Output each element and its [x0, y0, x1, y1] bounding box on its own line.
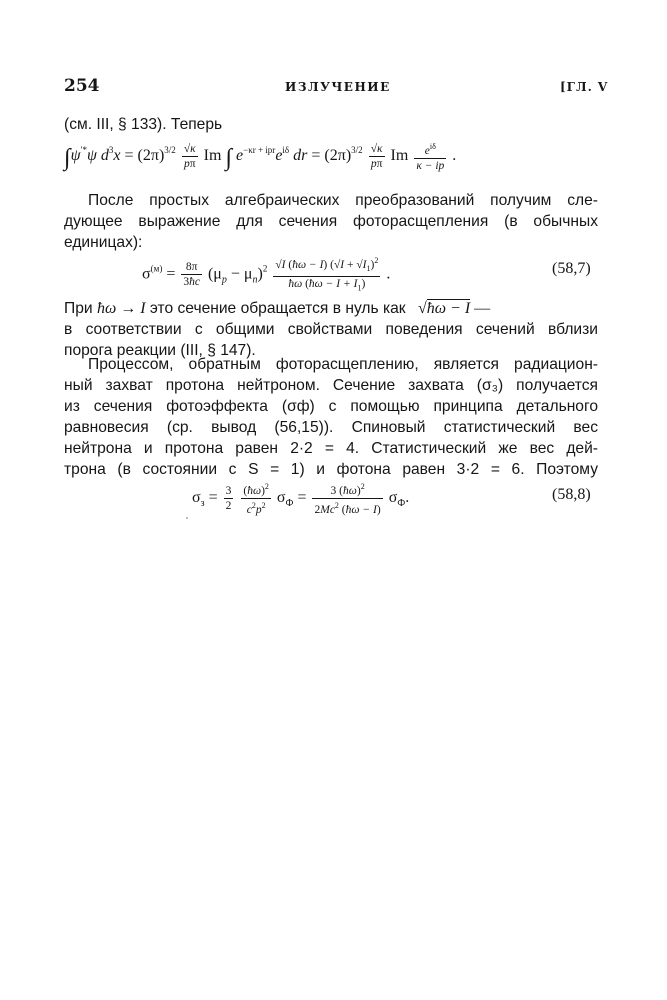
para2-line-2: дующее выражение для сечения фоторасщепления (в обычных	[64, 213, 598, 230]
equation-number-58-8: (58,8)	[552, 486, 591, 503]
para2-line-3: единицах):	[64, 234, 143, 251]
para4-line-6: трона (в состоянии с S = 1) и фотона равен 3·2 = 6. Поэтому	[64, 461, 598, 478]
para2-line-1: После простых алгебраических преобразований получим сле-	[88, 192, 598, 209]
para4-line-5: нейтрона и протона равен 2·2 = 4. Статистический же вес дей-	[64, 440, 598, 457]
para3-line-3: порога реакции (III, § 147).	[64, 342, 256, 359]
scan-speck	[186, 517, 188, 519]
para4-line-1: Процессом, обратным фоторасщеплению, является радиацион-	[88, 356, 598, 373]
chapter-label: [ГЛ. V	[560, 80, 609, 94]
page-number: 254	[64, 76, 100, 96]
text-line-1: (см. III, § 133). Теперь	[64, 116, 223, 133]
equation-number-58-7: (58,7)	[552, 260, 591, 277]
equation-integral: ∫ψ′*ψ $d^3x = (2\pi)^{3/2}$ $\frac{√\kappa}{p\pi}$ Im ∫ $e^{-\kappa r + ipr}e^{i\delta}$ dr = $(2\pi)^{3/2}$ $\frac{√\kappa}{p\pi}$ Im $\frac{e^{i\delta}}{\kappa - ip}$ .	[64, 142, 457, 172]
para4-line-2: ный захват протона нейтроном. Сечение захвата (σ₃) получается	[64, 377, 598, 394]
para3-line-2: в соответствии с общими свойствами поведения сечений вблизи	[64, 321, 598, 338]
para4-line-3: из сечения фотоэффекта (σф) с помощью принципа детального	[64, 398, 598, 415]
running-title: ИЗЛУЧЕНИЕ	[285, 80, 391, 94]
para4-line-4: равновесия (ср. вывод (56,15)). Спиновый статистический вес	[64, 419, 598, 436]
equation-58-7: $\sigma^{(м)}$ = $\frac{8\pi}{3ħc}$ $(\mu_p - \mu_n)^2$ $\frac{√I (ħ\omega - I) (√I + √I_1)^2}{ħ\omega (ħ\omega - I + I_1)}$ .	[142, 256, 391, 293]
para3-line-1: При ħω → I это сечение обращается в нуль как √ħω − I —	[64, 300, 491, 317]
equation-58-8: $\sigma_з$ = $\frac{3}{2}$ $\frac{(ħ\omega)^2}{c^2p^2}$ $\sigma_Ф$ = $\frac{3 (ħ\omega)^2}{2Mc^2 (ħ\omega - I)}$ $\sigma_Ф$.	[192, 482, 410, 516]
